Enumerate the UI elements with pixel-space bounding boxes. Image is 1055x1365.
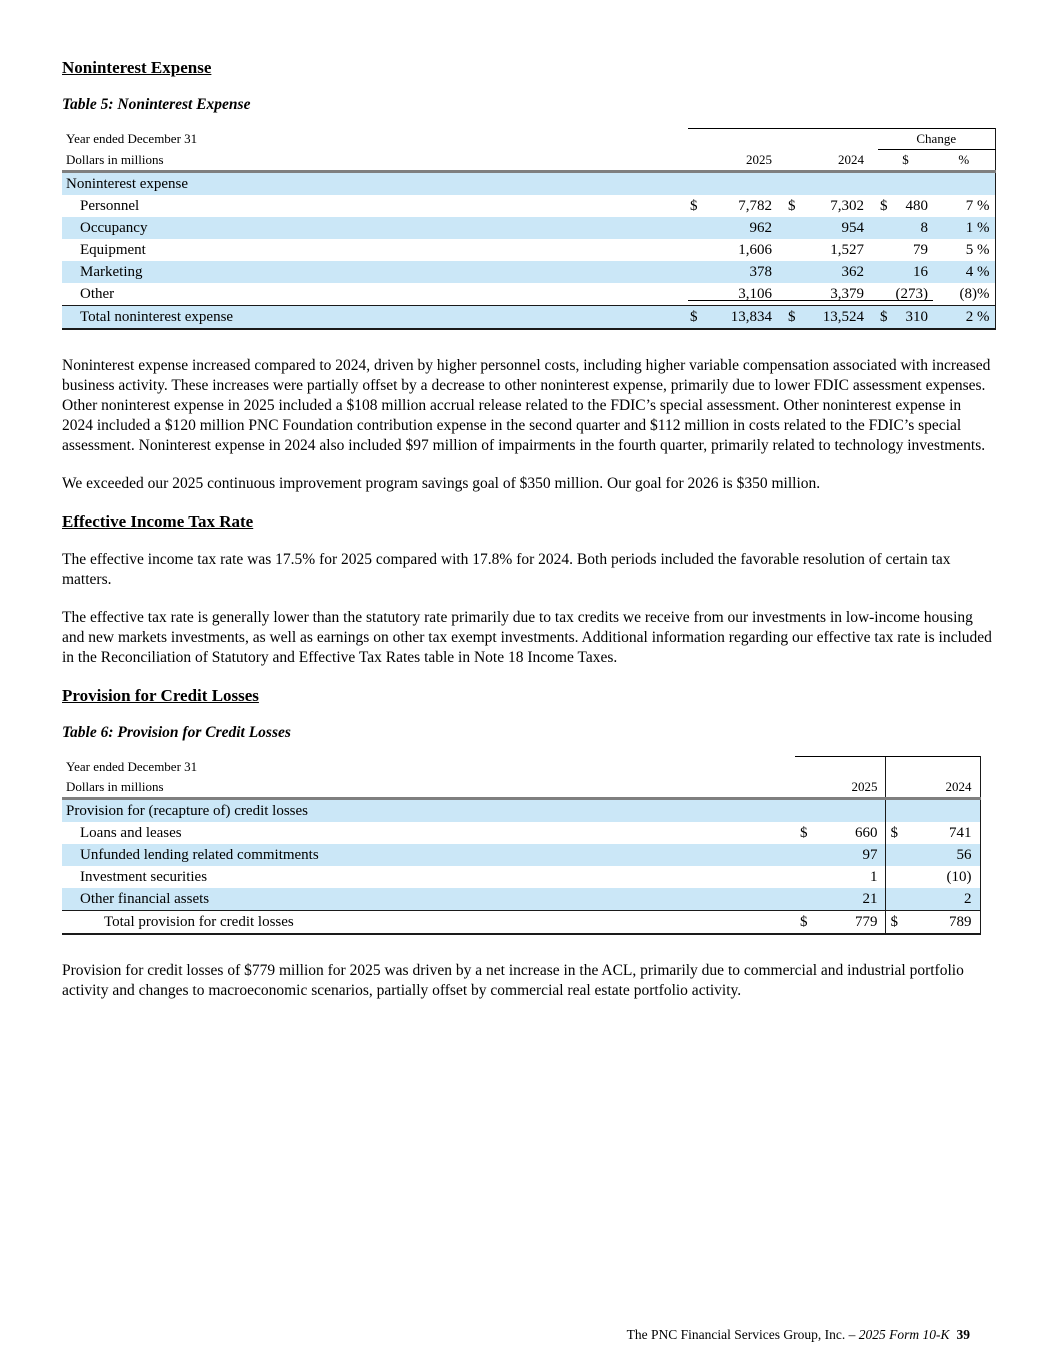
row-label: Occupancy xyxy=(62,217,688,239)
cell-2024 xyxy=(788,239,878,261)
value-2024: 2 xyxy=(964,891,972,907)
value-2024: 1,527 xyxy=(830,242,864,258)
value-2024: 3,379 xyxy=(830,286,864,302)
table5-col-change-pct: % xyxy=(933,150,995,172)
paragraph-provision-1: Provision for credit losses of $779 million for 2025 was driven by a net increase in the ACL, primarily due to commercial and industrial portfolio activity and changes to macroeconomic scenarios, partially offset by commercial real estate portfolio activity. xyxy=(62,962,964,999)
cell-2025 xyxy=(795,888,885,911)
row-label: Total provision for credit losses xyxy=(62,911,795,935)
cell-2024 xyxy=(788,195,878,217)
value-change: (273) xyxy=(895,286,928,302)
cell-2025 xyxy=(688,239,788,261)
cell-change-dollar xyxy=(878,195,933,217)
cell-change-pct: (8)% xyxy=(933,283,995,306)
table-row xyxy=(62,866,980,888)
cell-change-dollar xyxy=(878,239,933,261)
value-2024: 741 xyxy=(949,825,972,841)
table5-title: Table 5: Noninterest Expense xyxy=(62,96,251,113)
cell-change-dollar xyxy=(878,283,933,306)
table6-meta-dollars: Dollars in millions xyxy=(62,777,795,799)
value-2024: 362 xyxy=(841,264,864,280)
table-row xyxy=(62,217,995,239)
value-2024: 789 xyxy=(949,914,972,930)
heading-effective-income-tax-rate: Effective Income Tax Rate xyxy=(62,512,254,531)
cell-change-pct: 7 % xyxy=(933,195,995,217)
value-change: 8 xyxy=(920,220,928,236)
cell-2025 xyxy=(688,217,788,239)
table5-total-row xyxy=(62,306,995,330)
value-2025: 13,834 xyxy=(730,309,772,325)
value-2024: 954 xyxy=(841,220,864,236)
cell-change-dollar xyxy=(878,217,933,239)
cell-change-pct: 2 % xyxy=(933,306,995,330)
table5-group-filler xyxy=(933,172,995,196)
currency-sign: $ xyxy=(890,914,898,930)
currency-sign: $ xyxy=(788,198,796,214)
row-label: Total noninterest expense xyxy=(62,306,688,330)
cell-change-pct: 5 % xyxy=(933,239,995,261)
value-2025: 660 xyxy=(855,825,878,841)
currency-sign: $ xyxy=(880,198,888,214)
row-label: Marketing xyxy=(62,261,688,283)
value-change: 16 xyxy=(913,264,928,280)
paragraph-tax-1: The effective income tax rate was 17.5% for 2025 compared with 17.8% for 2024. Both periods included the favorable resolution of certain tax matters. xyxy=(62,551,951,588)
currency-sign: $ xyxy=(788,309,796,325)
cell-change-dollar xyxy=(878,261,933,283)
paragraph-tax-2: The effective tax rate is generally lower than the statutory rate primarily due to tax credits we receive from our investments in low-income housing and new markets investments, as well as earnings on other tax exempt investments. Additional information regarding our effective tax rate is included in the Reconciliation of Statutory and Effective Tax Rates table in Note 18 Income Taxes. xyxy=(62,609,992,666)
value-2025: 378 xyxy=(749,264,772,280)
cell-2024 xyxy=(885,844,980,866)
table-row xyxy=(62,888,980,911)
table6-total-row xyxy=(62,911,980,935)
heading-noninterest-expense: Noninterest Expense xyxy=(62,58,212,77)
cell-2024 xyxy=(885,888,980,911)
cell-2024 xyxy=(788,217,878,239)
table-row xyxy=(62,844,980,866)
table5-group-row xyxy=(62,172,995,196)
table5-col-2024: 2024 xyxy=(788,150,878,172)
table5-meta-year: Year ended December 31 xyxy=(66,131,198,146)
footer-company: The PNC Financial Services Group, Inc. – xyxy=(626,1327,859,1342)
table6-2024-border xyxy=(885,757,980,778)
value-2024: 13,524 xyxy=(822,309,864,325)
cell-2024 xyxy=(788,261,878,283)
cell-2024 xyxy=(885,911,980,935)
table-row xyxy=(62,822,980,844)
value-2025: 97 xyxy=(862,847,878,863)
page-footer xyxy=(627,1327,970,1343)
table6-group-filler xyxy=(885,799,980,823)
value-change: 310 xyxy=(905,309,928,325)
currency-sign: $ xyxy=(690,309,698,325)
cell-change-pct: 1 % xyxy=(933,217,995,239)
table5-col-change-dollar: $ xyxy=(878,150,933,172)
value-2024: 7,302 xyxy=(830,198,864,214)
table-row xyxy=(62,239,995,261)
table6-col-2024: 2024 xyxy=(885,777,980,799)
row-label: Unfunded lending related commitments xyxy=(62,844,795,866)
table6-group-filler xyxy=(795,799,885,823)
table-row xyxy=(62,283,995,306)
table6-header-row-1 xyxy=(62,757,980,778)
table6-title: Table 6: Provision for Credit Losses xyxy=(62,724,291,741)
table6-group-row xyxy=(62,799,980,823)
table6-2025-border xyxy=(795,757,885,778)
value-2025: 962 xyxy=(749,220,772,236)
cell-2025 xyxy=(795,911,885,935)
currency-sign: $ xyxy=(800,825,808,841)
table-row xyxy=(62,195,995,217)
cell-2025 xyxy=(688,261,788,283)
cell-2024 xyxy=(788,283,878,306)
row-label: Other financial assets xyxy=(62,888,795,911)
currency-sign: $ xyxy=(890,825,898,841)
cell-2024 xyxy=(885,822,980,844)
value-2025: 7,782 xyxy=(738,198,772,214)
cell-2024 xyxy=(885,866,980,888)
row-label: Loans and leases xyxy=(80,825,182,841)
cell-2025 xyxy=(688,195,788,217)
paragraph-noninterest-1: Noninterest expense increased compared to 2024, driven by higher personnel costs, including higher variable compensation associated with increased business activity. These increases were partially offset by a decrease to other noninterest expense, primarily due to lower FDIC assessment expenses. Other noninterest expense in 2025 included a $108 million accrual release related to the FDIC’s special assessment. Other noninterest expense in 2024 included a $120 million PNC Foundation contribution expense in the second quarter and $112 million in costs related to the FDIC’s special assessment. Noninterest expense in 2024 also included $97 million of impairments in the fourth quarter, primarily related to technology investments. xyxy=(62,357,991,454)
table6-group-label: Provision for (recapture of) credit losses xyxy=(62,799,795,823)
row-label: Personnel xyxy=(80,198,140,214)
currency-sign: $ xyxy=(800,914,808,930)
value-2025: 779 xyxy=(855,914,878,930)
table5-col-2025: 2025 xyxy=(688,150,788,172)
value-2024: (10) xyxy=(946,869,972,885)
cell-change-dollar xyxy=(878,306,933,330)
currency-sign: $ xyxy=(690,198,698,214)
table6-provision-credit-losses xyxy=(62,756,981,935)
cell-2025 xyxy=(688,283,788,306)
value-change: 79 xyxy=(913,242,928,258)
table6-col-2025: 2025 xyxy=(795,777,885,799)
value-2024: 56 xyxy=(956,847,972,863)
table6-meta-year: Year ended December 31 xyxy=(66,758,198,774)
row-label: Equipment xyxy=(80,242,146,258)
table5-header-row-1 xyxy=(62,129,995,150)
value-2025: 21 xyxy=(862,891,878,907)
cell-2025 xyxy=(795,844,885,866)
table5-years-border xyxy=(688,129,878,150)
cell-2024 xyxy=(788,306,878,330)
value-change: 480 xyxy=(905,198,928,214)
table6-header-row-2 xyxy=(62,777,980,799)
value-2025: 1,606 xyxy=(738,242,772,258)
value-2025: 1 xyxy=(870,869,878,885)
table5-header-row-2 xyxy=(62,150,995,172)
cell-2025 xyxy=(688,306,788,330)
table5-meta-dollars: Dollars in millions xyxy=(62,150,688,172)
table5-noninterest-expense xyxy=(62,128,996,330)
heading-provision-credit-losses: Provision for Credit Losses xyxy=(62,686,259,705)
value-2025: 3,106 xyxy=(738,286,772,302)
cell-change-pct: 4 % xyxy=(933,261,995,283)
currency-sign: $ xyxy=(880,309,888,325)
table5-change-header: Change xyxy=(878,129,995,150)
row-label: Other xyxy=(62,283,688,306)
cell-2025 xyxy=(795,866,885,888)
footer-form-name: 2025 Form 10-K xyxy=(858,1327,950,1342)
paragraph-noninterest-2: We exceeded our 2025 continuous improvement program savings goal of $350 million. Our goal for 2026 is $350 million. xyxy=(62,475,821,492)
cell-2025 xyxy=(795,822,885,844)
row-label: Investment securities xyxy=(80,869,208,885)
footer-page-number: 39 xyxy=(956,1327,970,1342)
table5-group-label: Noninterest expense xyxy=(62,172,933,196)
table-row xyxy=(62,261,995,283)
